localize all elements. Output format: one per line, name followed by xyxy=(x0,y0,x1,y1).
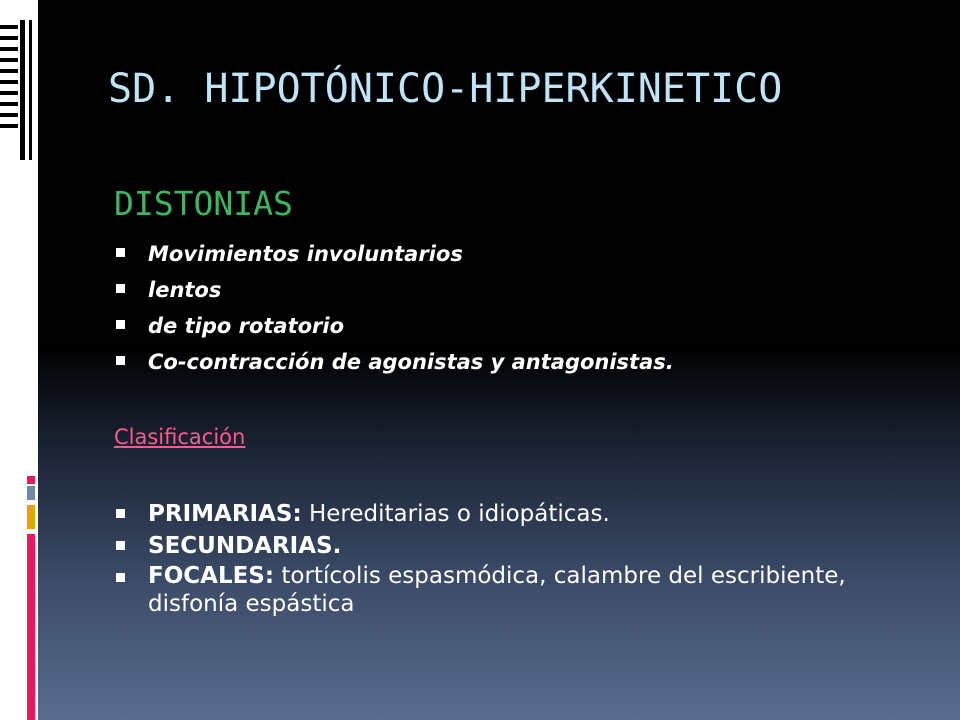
list-item-text: Movimientos involuntarios xyxy=(148,242,463,266)
list-item xyxy=(114,530,854,562)
decor-marker-yellow xyxy=(27,505,35,529)
classification-list xyxy=(114,498,854,618)
classification-link[interactable]: Clasificación xyxy=(114,425,246,449)
decor-stripe xyxy=(0,36,18,40)
list-item xyxy=(114,562,854,618)
section-heading: DISTONIAS xyxy=(114,184,293,223)
decor-stripe xyxy=(0,102,18,106)
decor-stripe xyxy=(0,25,18,29)
square-bullet-icon xyxy=(116,248,125,257)
decor-stripe xyxy=(0,69,18,73)
list-item xyxy=(114,498,854,530)
decor-stripe xyxy=(0,91,18,95)
square-bullet-icon xyxy=(116,509,125,518)
square-bullet-icon xyxy=(116,320,125,329)
decor-stripe xyxy=(0,58,18,62)
decor-stripe xyxy=(29,20,32,160)
list-item-text: lentos xyxy=(148,278,222,302)
decor-marker-gray xyxy=(27,486,35,500)
decor-stripe xyxy=(0,80,18,84)
class-label: SECUNDARIAS. xyxy=(148,533,342,559)
list-item-text: Co-contracción de agonistas y antagonistas. xyxy=(148,350,674,374)
decor-stripe xyxy=(20,20,25,160)
class-text: Hereditarias o idiopáticas. xyxy=(301,501,610,527)
square-bullet-icon xyxy=(116,573,125,582)
decor-marker-pink xyxy=(27,476,35,484)
square-bullet-icon xyxy=(116,541,125,550)
list-item xyxy=(114,236,674,272)
left-decorative-band xyxy=(0,0,38,720)
list-item xyxy=(114,344,674,380)
characteristics-list xyxy=(114,236,674,380)
slide-title: SD. HIPOTÓNICO-HIPERKINETICO xyxy=(108,66,783,112)
class-text: tortícolis espasmódica, calambre del escribiente, disfonía espástica xyxy=(148,563,846,617)
square-bullet-icon xyxy=(116,284,125,293)
decor-marker-pink xyxy=(27,534,35,720)
decor-stripe xyxy=(0,113,18,117)
decor-stripe xyxy=(0,47,18,51)
list-item-text: de tipo rotatorio xyxy=(148,314,345,338)
square-bullet-icon xyxy=(116,356,125,365)
list-item xyxy=(114,308,674,344)
class-label: FOCALES: xyxy=(148,563,275,589)
list-item xyxy=(114,272,674,308)
class-label: PRIMARIAS: xyxy=(148,501,302,527)
decor-stripe xyxy=(0,124,18,128)
